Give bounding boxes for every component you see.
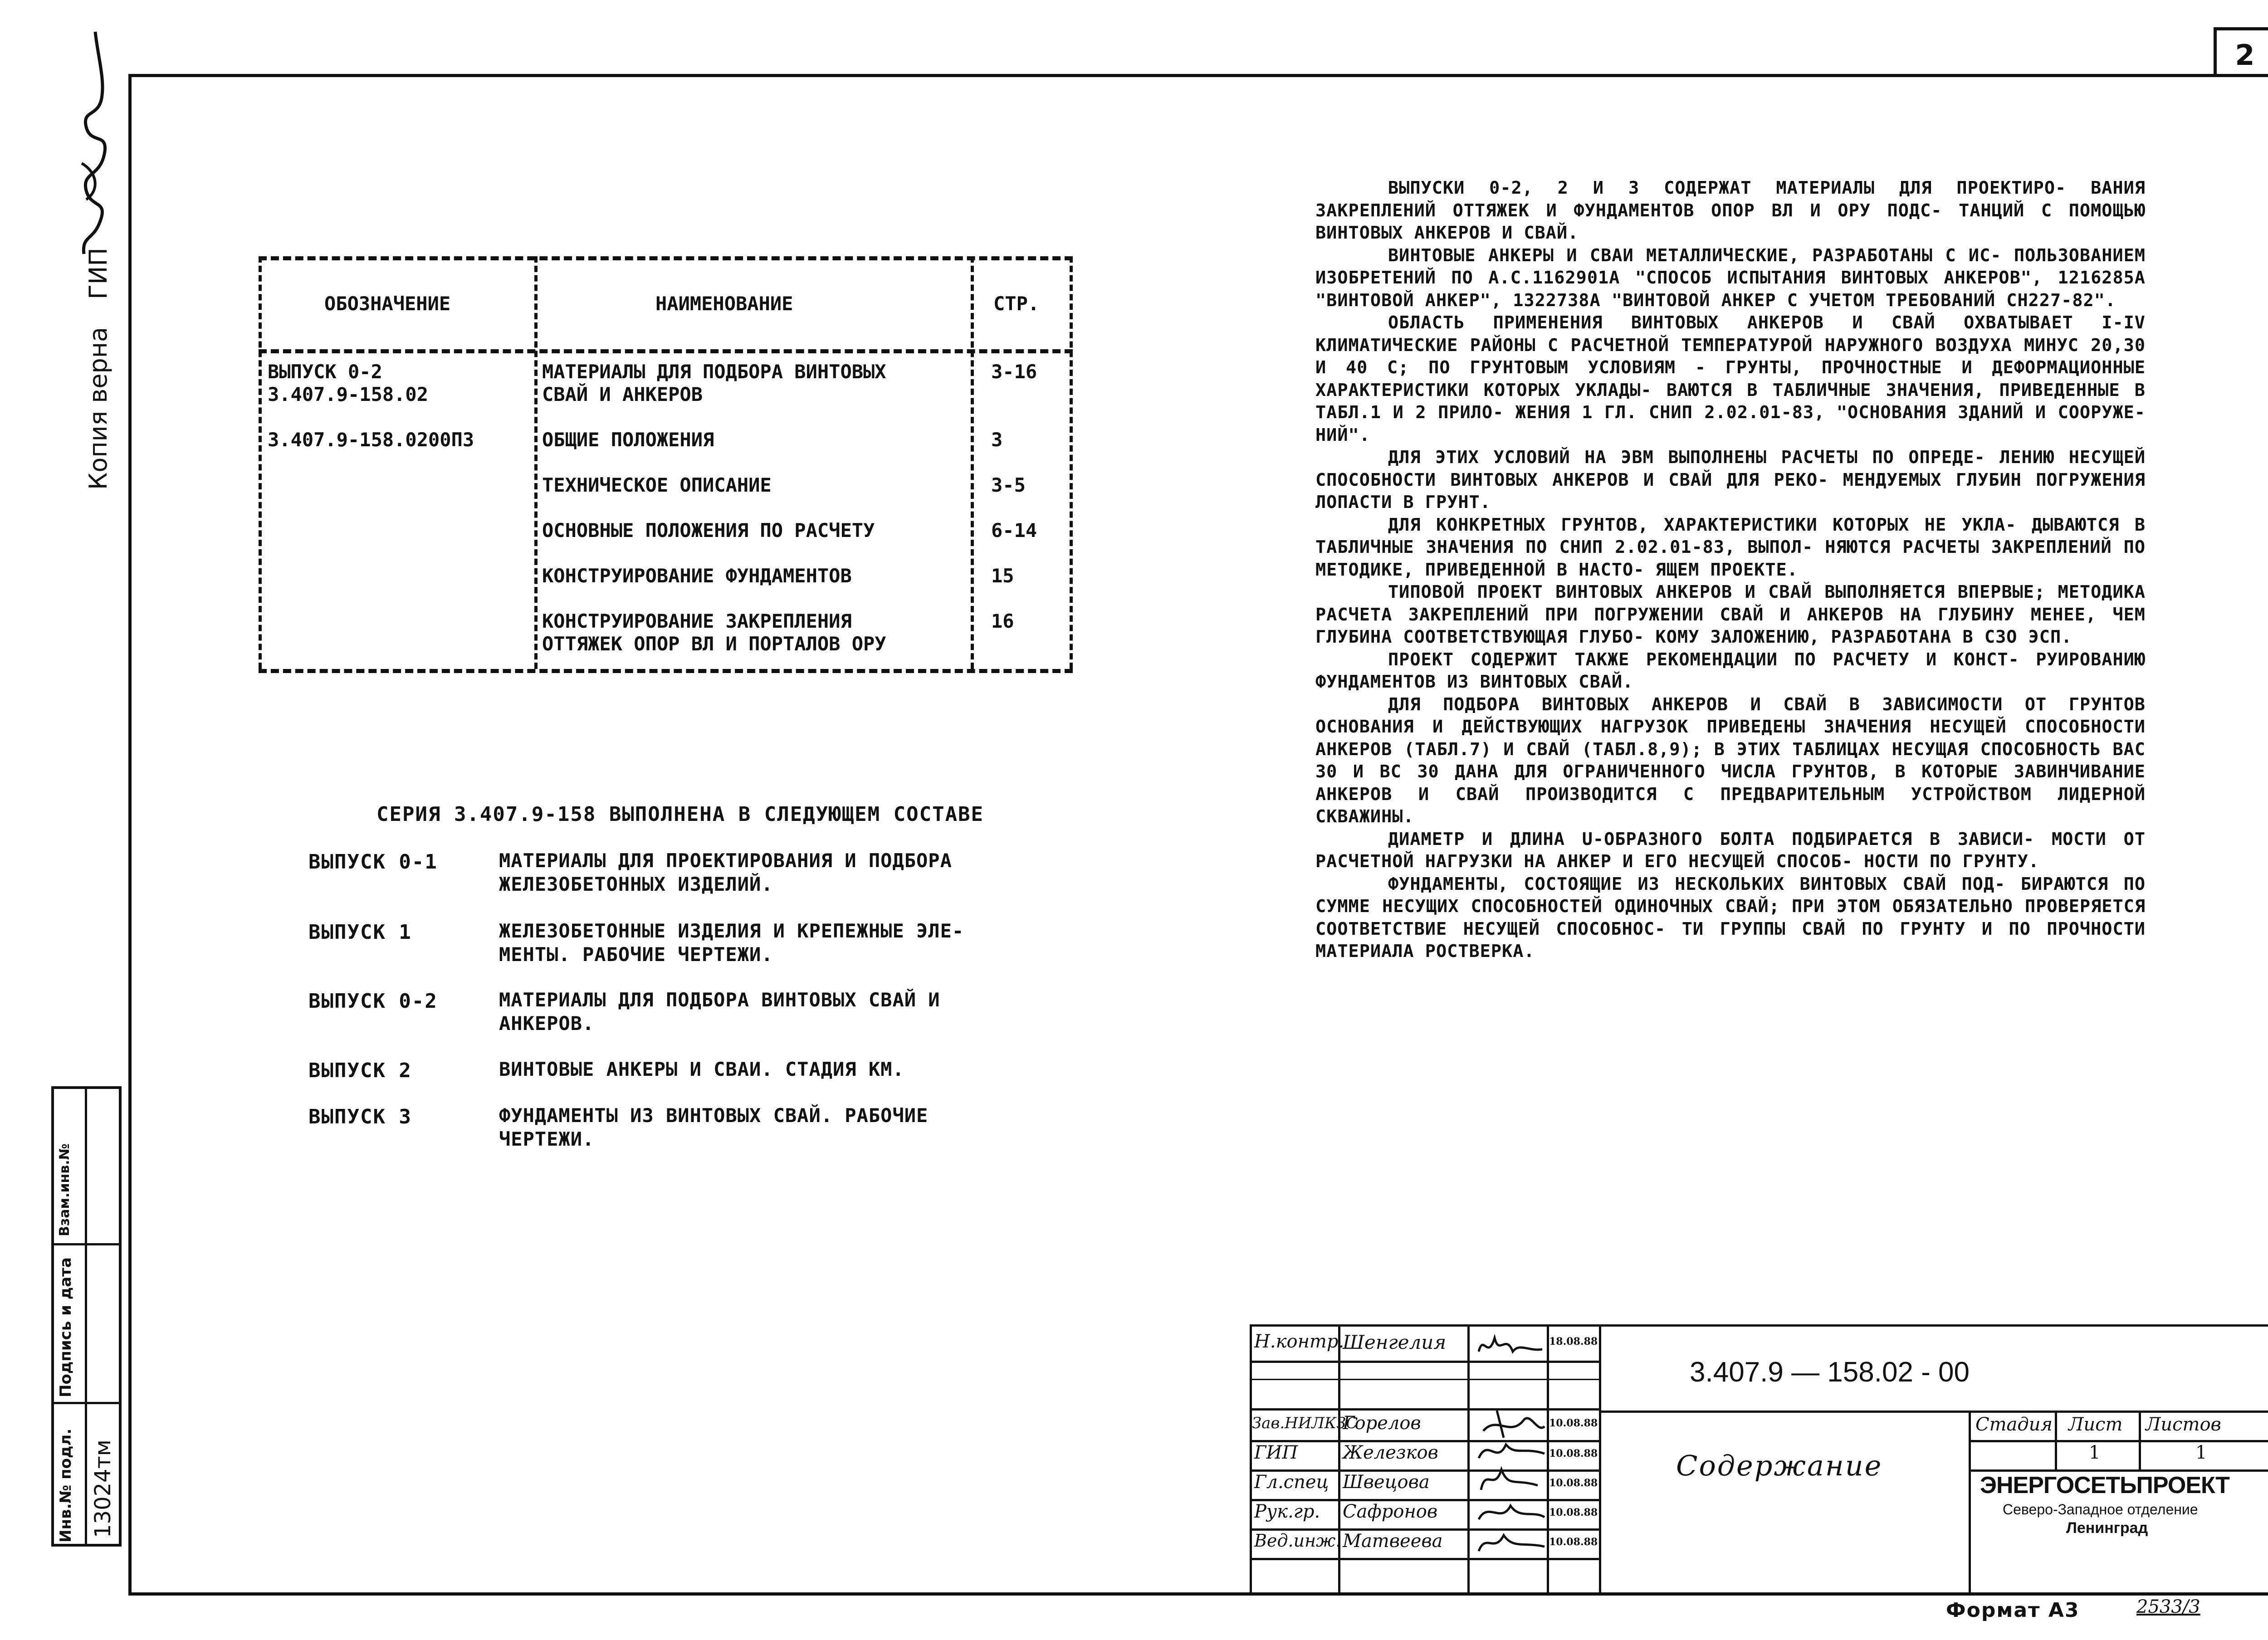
signature-date: 18.08.88 (1549, 1336, 1598, 1347)
signature-role: Зав.НИЛКЗС (1252, 1414, 1358, 1432)
signature-date: 10.08.88 (1549, 1536, 1598, 1548)
signature-date: 10.08.88 (1549, 1448, 1598, 1459)
paragraph: ПРОЕКТ СОДЕРЖИТ ТАКЖЕ РЕКОМЕНДАЦИИ ПО РАСЧЕТУ И КОНСТ- РУИРОВАНИЮ ФУНДАМЕНТОВ ИЗ ВИНТОВЫХ СВАЙ. (1315, 649, 2146, 692)
gip-signature-graphic (54, 27, 118, 281)
header-page: СТР. (993, 293, 1040, 315)
paragraph: ВИНТОВЫЕ АНКЕРЫ И СВАИ МЕТАЛЛИЧЕСКИЕ, РАЗРАБОТАНЫ С ИС- ПОЛЬЗОВАНИЕМ ИЗОБРЕТЕНИЙ ПО А.С.1162901А "СПОСОБ ИСПЫТАНИЯ ВИНТОВЫХ АНКЕРОВ", 1216285А "ВИНТОВОЙ АНКЕР", 1322738А "ВИНТОВОЙ АНКЕР С УЧЕТОМ ТРЕБОВАНИЙ СН227-82". (1315, 245, 2146, 311)
signature-role: Рук.гр. (1254, 1501, 1320, 1522)
archive-note: 2533/3 (2136, 1596, 2200, 1617)
paragraph: ВЫПУСКИ 0-2, 2 И 3 СОДЕРЖАТ МАТЕРИАЛЫ ДЛЯ ПРОЕКТИРО- ВАНИЯ ЗАКРЕПЛЕНИЙ ОТТЯЖЕК И ФУНДАМЕНТОВ ОПОР ВЛ И ОРУ ПОДС- ТАНЦИЙ С ПОМОЩЬЮ ВИНТОВЫХ АНКЕРОВ И СВАЙ. (1315, 178, 2146, 243)
sheet-value: 1 (2089, 1442, 2101, 1463)
table-rule-left (259, 256, 262, 669)
paragraph: ДЛЯ ПОДБОРА ВИНТОВЫХ АНКЕРОВ И СВАЙ В ЗАВИСИМОСТИ ОТ ГРУНТОВ ОСНОВАНИЯ И ДЕЙСТВУЮЩИХ НАГРУЗОК ПРИВЕДЕНЫ ЗНАЧЕНИЯ НЕСУЩЕЙ СПОСОБНОСТИ АНКЕРОВ (ТАБЛ.7) И СВАЙ (ТАБЛ.8,9); В ЭТИХ ТАБЛИЦАХ НЕСУЩАЯ СПОСОБНОСТЬ ВАС 30 И ВС 30 ДАНА ДЛЯ ОГРАНИЧЕННОГО ЧИСЛА ГРУНТОВ, В КОТОРЫЕ ЗАВИНЧИВАНИЕ АНКЕРОВ И СВАЙ ПРОИЗВОДИТСЯ С ПРЕДВАРИТЕЛЬНЫМ УСТРОЙСТВОМ ЛИДЕРНОЙ СКВАЖИНЫ. (1315, 694, 2146, 827)
table-row-name: КОНСТРУИРОВАНИЕ ЗАКРЕПЛЕНИЯ ОТТЯЖЕК ОПОР ВЛ И ПОРТАЛОВ ОРУ (542, 610, 886, 655)
copy-certified-label: Копия верна (84, 327, 112, 490)
table-rule-col1 (534, 256, 538, 669)
table-rule-bottom (259, 669, 1073, 673)
paragraph: ДЛЯ КОНКРЕТНЫХ ГРУНТОВ, ХАРАКТЕРИСТИКИ КОТОРЫХ НЕ УКЛА- ДЫВАЮТСЯ В ТАБЛИЧНЫЕ ЗНАЧЕНИЯ ПО СНИП 2.02.01-83, ВЫПОЛ- НЯЮТСЯ РАСЧЕТЫ ЗАКРЕПЛЕНИЙ ПО МЕТОДИКЕ, ПРИВЕДЕННОЙ В НАСТО- ЯЩЕМ ПРОЕКТЕ. (1315, 514, 2146, 580)
title-block-rule (1250, 1324, 2268, 1327)
signature-name: Швецова (1343, 1472, 1430, 1493)
table-rule-top (259, 256, 1073, 260)
signature-date: 10.08.88 (1549, 1417, 1598, 1429)
table-row-page: 3 (991, 429, 1003, 451)
sheet-header: Лист (2068, 1414, 2123, 1435)
title-block-rule (2139, 1411, 2141, 1469)
inventory-number: 13024тм (90, 1440, 116, 1538)
organization-city: Ленинград (2066, 1519, 2148, 1537)
volume-description: ВИНТОВЫЕ АНКЕРЫ И СВАИ. СТАДИЯ КМ. (499, 1058, 904, 1080)
table-row-page: 15 (991, 565, 1014, 587)
volume-description: МАТЕРИАЛЫ ДЛЯ ПРОЕКТИРОВАНИЯ И ПОДБОРА ЖЕЛЕЗОБЕТОННЫХ ИЗДЕЛИЙ. (499, 849, 952, 895)
explanatory-note (1315, 177, 2146, 963)
handwritten-signatures-graphic (1470, 1324, 1547, 1558)
paragraph: ТИПОВОЙ ПРОЕКТ ВИНТОВЫХ АНКЕРОВ И СВАЙ ВЫПОЛНЯЕТСЯ ВПЕРВЫЕ; МЕТОДИКА РАСЧЕТА ЗАКРЕПЛЕНИЙ ПРИ ПОГРУЖЕНИИ СВАЙ И АНКЕРОВ НА ГЛУБИНУ МЕНЕЕ, ЧЕМ ГЛУБИНА СООТВЕТСТВУЮЩАЯ ГЛУБО- КОМУ ЗАЛОЖЕНИЮ, РАЗРАБОТАНА В СЗО ЭСП. (1315, 582, 2146, 647)
title-block-rule (1547, 1324, 1549, 1596)
organization-branch: Северо-Западное отделение (2003, 1501, 2198, 1518)
volume-label: ВЫПУСК 0-2 (308, 990, 438, 1013)
inventory-stamp (51, 1086, 122, 1547)
title-block-rule (1969, 1440, 2268, 1442)
signature-role: Гл.спец (1254, 1472, 1329, 1493)
title-block-rule (1969, 1411, 1971, 1596)
signature-role: ГИП (1254, 1442, 1298, 1463)
signature-name: Железков (1343, 1442, 1438, 1463)
sheet-format-label: Формат А3 (1946, 1599, 2080, 1622)
title-block-rule (1250, 1324, 1252, 1596)
table-row-name: ОБЩИЕ ПОЛОЖЕНИЯ (542, 429, 714, 451)
volume-label: ВЫПУСК 0-1 (308, 850, 438, 874)
volume-description: ФУНДАМЕНТЫ ИЗ ВИНТОВЫХ СВАЙ. РАБОЧИЕ ЧЕРТЕЖИ. (499, 1104, 929, 1150)
document-code: 3.407.9 — 158.02 - 00 (1690, 1357, 1970, 1388)
title-block-rule (1599, 1411, 2268, 1413)
sheets-value: 1 (2195, 1442, 2207, 1463)
signature-name: Шенгелия (1343, 1331, 1447, 1353)
volume-description: ЖЕЛЕЗОБЕТОННЫЕ ИЗДЕЛИЯ И КРЕПЕЖНЫЕ ЭЛЕ- МЕНТЫ. РАБОЧИЕ ЧЕРТЕЖИ. (499, 920, 964, 966)
paragraph: ДЛЯ ЭТИХ УСЛОВИЙ НА ЭВМ ВЫПОЛНЕНЫ РАСЧЕТЫ ПО ОПРЕДЕ- ЛЕНИЮ НЕСУЩЕЙ СПОСОБНОСТИ ВИНТОВЫХ АНКЕРОВ И СВАЙ ДЛЯ РЕКО- МЕНДУЕМЫХ ГЛУБИН ПОГРУЖЕНИЯ ЛОПАСТИ В ГРУНТ. (1315, 447, 2146, 512)
paragraph: ФУНДАМЕНТЫ, СОСТОЯЩИЕ ИЗ НЕСКОЛЬКИХ ВИНТОВЫХ СВАЙ ПОД- БИРАЮТСЯ ПО СУММЕ НЕСУЩИХ СПОСОБНОСТЕЙ ОДИНОЧНЫХ СВАЙ; ПРИ ЭТОМ ОБЯЗАТЕЛЬНО ПРОВЕРЯЕТСЯ СООТВЕТСТВИЕ НЕСУЩЕЙ СПОСОБНОС- ТИ ГРУППЫ СВАЙ ПО ГРУНТУ И ПО ПРОЧНОСТИ МАТЕРИАЛА РОСТВЕРКА. (1315, 874, 2146, 962)
title-block-rule (1338, 1324, 1340, 1596)
title-block-rule (1250, 1558, 1599, 1560)
sheets-header: Листов (2146, 1414, 2221, 1435)
header-designation: ОБОЗНАЧЕНИЕ (324, 293, 451, 315)
paragraph: ДИАМЕТР И ДЛИНА U-ОБРАЗНОГО БОЛТА ПОДБИРАЕТСЯ В ЗАВИСИ- МОСТИ ОТ РАСЧЕТНОЙ НАГРУЗКИ НА АНКЕР И ЕГО НЕСУЩЕЙ СПОСОБ- НОСТИ ПО ГРУНТУ. (1315, 829, 2146, 872)
signature-name: Сафронов (1343, 1501, 1438, 1522)
table-row-page: 3-5 (991, 474, 1026, 496)
stage-header: Стадия (1975, 1414, 2053, 1435)
signature-name: Горелов (1343, 1413, 1421, 1434)
gip-label: ГИП (84, 248, 112, 299)
table-row-page: 16 (991, 610, 1014, 632)
table-row-name: ОСНОВНЫЕ ПОЛОЖЕНИЯ ПО РАСЧЕТУ (542, 519, 875, 542)
table-rule-right (1070, 256, 1073, 669)
signature-role: Вед.инж. (1254, 1531, 1341, 1551)
table-row-page: 3-16 (991, 361, 1037, 383)
table-row-name: МАТЕРИАЛЫ ДЛЯ ПОДБОРА ВИНТОВЫХ СВАЙ И АНКЕРОВ (542, 361, 886, 405)
table-row-name: КОНСТРУИРОВАНИЕ ФУНДАМЕНТОВ (542, 565, 852, 587)
table-row-designation: ВЫПУСК 0-2 3.407.9-158.02 (268, 361, 429, 405)
organization-name: ЭНЕРГОСЕТЬПРОЕКТ (1980, 1472, 2229, 1498)
table-row-page: 6-14 (991, 519, 1037, 542)
table-row-name: ТЕХНИЧЕСКОЕ ОПИСАНИЕ (542, 474, 772, 496)
signature-role: Н.контр. (1254, 1331, 1344, 1352)
title-block-rule (1599, 1324, 1601, 1596)
stamp-field-replacement-inventory: Взам.инв.№ (57, 1143, 73, 1236)
signature-date: 10.08.88 (1549, 1507, 1598, 1518)
document-title: Содержание (1676, 1449, 1883, 1482)
signature-date: 10.08.88 (1549, 1477, 1598, 1489)
table-row-designation: 3.407.9-158.0200ПЗ (268, 429, 474, 451)
series-title: СЕРИЯ 3.407.9-158 ВЫПОЛНЕНА В СЛЕДУЮЩЕМ СОСТАВЕ (376, 803, 984, 826)
volume-label: ВЫПУСК 2 (308, 1059, 412, 1082)
volume-description: МАТЕРИАЛЫ ДЛЯ ПОДБОРА ВИНТОВЫХ СВАЙ И АНКЕРОВ. (499, 989, 940, 1035)
title-block-rule (2055, 1411, 2057, 1469)
header-name: НАИМЕНОВАНИЕ (655, 293, 793, 315)
page-number: 2 (2214, 27, 2268, 77)
volume-label: ВЫПУСК 3 (308, 1105, 412, 1128)
table-rule-col2 (971, 256, 974, 669)
paragraph: ОБЛАСТЬ ПРИМЕНЕНИЯ ВИНТОВЫХ АНКЕРОВ И СВАЙ ОХВАТЫВАЕТ I-IV КЛИМАТИЧЕСКИЕ РАЙОНЫ С РАСЧЕТНОЙ ТЕМПЕРАТУРОЙ НАРУЖНОГО ВОЗДУХА МИНУС 20,30 И 40 С; ПО ГРУНТОВЫМ УСЛОВИЯМ - ГРУНТЫ, ПРОЧНОСТНЫЕ И ДЕФОРМАЦИОННЫЕ ХАРАКТЕРИСТИКИ КОТОРЫХ УКЛАДЫ- ВАЮТСЯ В ТАБЛИЧНЫЕ ЗНАЧЕНИЯ, ПРИВЕДЕННЫЕ В ТАБЛ.1 И 2 ПРИЛО- ЖЕНИЯ 1 ГЛ. СНИП 2.02.01-83, "ОСНОВАНИЯ ЗДАНИЙ И СООРУЖЕ- НИЙ". (1315, 312, 2146, 445)
table-rule-header (259, 349, 1073, 353)
volume-label: ВЫПУСК 1 (308, 921, 412, 944)
stamp-field-signature-date: Подпись и дата (57, 1257, 75, 1397)
stamp-field-orig-inventory: Инв.№ подл. (57, 1428, 75, 1542)
signature-name: Матвеева (1343, 1531, 1443, 1552)
